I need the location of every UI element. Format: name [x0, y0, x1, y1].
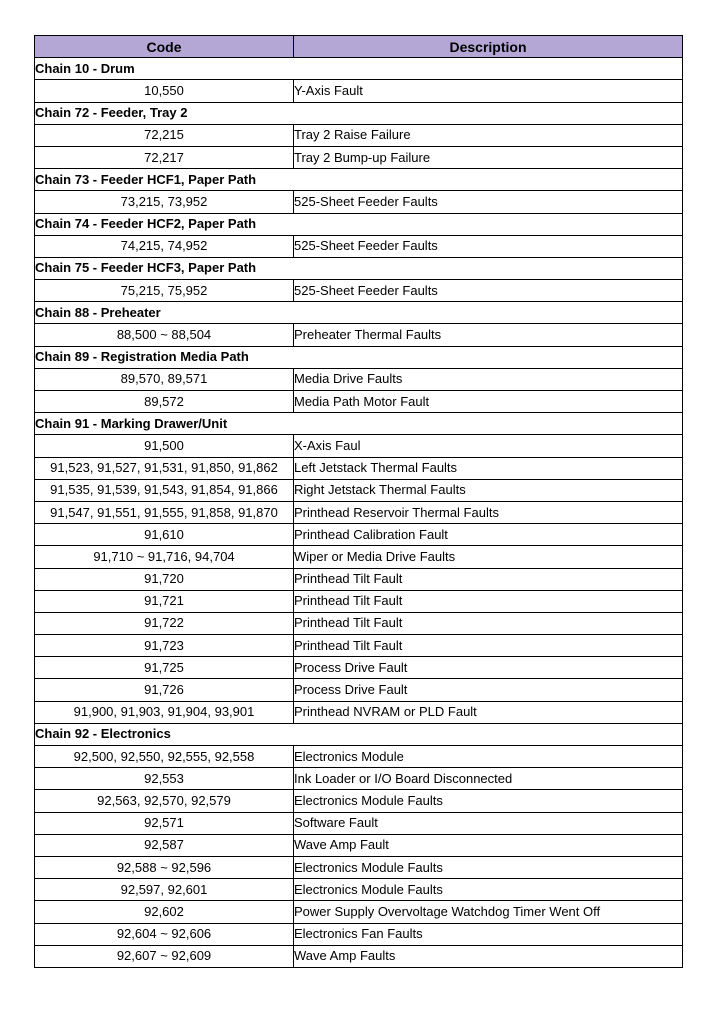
fault-description-cell: Printhead Tilt Fault	[294, 568, 683, 590]
table-row	[35, 457, 683, 479]
fault-code-cell: 89,572	[35, 391, 294, 413]
fault-description-cell: X-Axis Faul	[294, 435, 683, 457]
fault-code-cell: 91,535, 91,539, 91,543, 91,854, 91,866	[35, 479, 294, 501]
table-row	[35, 635, 683, 657]
table-row	[35, 901, 683, 923]
table-row	[35, 568, 683, 590]
fault-description-cell: Y-Axis Fault	[294, 80, 683, 102]
table-row	[35, 124, 683, 146]
fault-description-cell: 525-Sheet Feeder Faults	[294, 191, 683, 213]
chain-heading: Chain 74 - Feeder HCF2, Paper Path	[35, 213, 683, 235]
fault-description-cell: Preheater Thermal Faults	[294, 324, 683, 346]
table-row	[35, 612, 683, 634]
table-row	[35, 768, 683, 790]
fault-code-cell: 74,215, 74,952	[35, 235, 294, 257]
fault-description-cell: Media Path Motor Fault	[294, 391, 683, 413]
fault-code-cell: 88,500 ~ 88,504	[35, 324, 294, 346]
table-row	[35, 524, 683, 546]
table-row	[35, 146, 683, 168]
fault-description-cell: Wave Amp Fault	[294, 834, 683, 856]
table-row	[35, 790, 683, 812]
fault-code-table	[34, 35, 683, 968]
fault-description-cell: Process Drive Fault	[294, 679, 683, 701]
fault-description-cell: Tray 2 Raise Failure	[294, 124, 683, 146]
fault-code-cell: 73,215, 73,952	[35, 191, 294, 213]
table-row	[35, 746, 683, 768]
fault-description-cell: Ink Loader or I/O Board Disconnected	[294, 768, 683, 790]
fault-description-cell: Software Fault	[294, 812, 683, 834]
fault-code-cell: 91,523, 91,527, 91,531, 91,850, 91,862	[35, 457, 294, 479]
chain-section-row	[35, 58, 683, 80]
fault-description-cell: 525-Sheet Feeder Faults	[294, 280, 683, 302]
fault-description-cell: Printhead Tilt Fault	[294, 612, 683, 634]
table-header-row	[35, 36, 683, 58]
fault-description-cell: Printhead Tilt Fault	[294, 635, 683, 657]
fault-code-cell: 91,723	[35, 635, 294, 657]
table-row	[35, 324, 683, 346]
chain-section-row	[35, 257, 683, 279]
fault-code-cell: 91,722	[35, 612, 294, 634]
chain-section-row	[35, 102, 683, 124]
fault-description-cell: Electronics Fan Faults	[294, 923, 683, 945]
chain-section-row	[35, 169, 683, 191]
fault-code-cell: 91,547, 91,551, 91,555, 91,858, 91,870	[35, 501, 294, 523]
fault-description-cell: Printhead NVRAM or PLD Fault	[294, 701, 683, 723]
table-row	[35, 546, 683, 568]
table-row	[35, 479, 683, 501]
fault-description-cell: Electronics Module Faults	[294, 879, 683, 901]
table-row	[35, 368, 683, 390]
fault-code-cell: 92,571	[35, 812, 294, 834]
fault-description-cell: Printhead Tilt Fault	[294, 590, 683, 612]
chain-section-row	[35, 346, 683, 368]
table-row	[35, 435, 683, 457]
chain-heading: Chain 10 - Drum	[35, 58, 683, 80]
table-row	[35, 235, 683, 257]
chain-heading: Chain 88 - Preheater	[35, 302, 683, 324]
fault-description-cell: Wave Amp Faults	[294, 945, 683, 967]
chain-heading: Chain 92 - Electronics	[35, 723, 683, 745]
fault-code-cell: 92,587	[35, 834, 294, 856]
chain-heading: Chain 89 - Registration Media Path	[35, 346, 683, 368]
fault-code-cell: 91,500	[35, 435, 294, 457]
table-row	[35, 80, 683, 102]
fault-code-cell: 91,610	[35, 524, 294, 546]
fault-description-cell: Process Drive Fault	[294, 657, 683, 679]
table-row	[35, 879, 683, 901]
description-column-header: Description	[294, 36, 683, 58]
fault-description-cell: Electronics Module	[294, 746, 683, 768]
fault-code-cell: 91,726	[35, 679, 294, 701]
chain-heading: Chain 72 - Feeder, Tray 2	[35, 102, 683, 124]
chain-heading: Chain 91 - Marking Drawer/Unit	[35, 413, 683, 435]
table-row	[35, 657, 683, 679]
table-row	[35, 391, 683, 413]
fault-description-cell: Electronics Module Faults	[294, 856, 683, 878]
table-row	[35, 280, 683, 302]
fault-code-cell: 92,553	[35, 768, 294, 790]
fault-code-cell: 72,217	[35, 146, 294, 168]
fault-code-cell: 91,720	[35, 568, 294, 590]
fault-description-cell: Right Jetstack Thermal Faults	[294, 479, 683, 501]
fault-description-cell: Tray 2 Bump-up Failure	[294, 146, 683, 168]
code-column-header: Code	[35, 36, 294, 58]
table-row	[35, 945, 683, 967]
chain-heading: Chain 73 - Feeder HCF1, Paper Path	[35, 169, 683, 191]
fault-code-cell: 92,500, 92,550, 92,555, 92,558	[35, 746, 294, 768]
chain-section-row	[35, 302, 683, 324]
chain-section-row	[35, 723, 683, 745]
fault-code-cell: 92,604 ~ 92,606	[35, 923, 294, 945]
fault-code-cell: 92,607 ~ 92,609	[35, 945, 294, 967]
fault-code-cell: 91,710 ~ 91,716, 94,704	[35, 546, 294, 568]
table-row	[35, 501, 683, 523]
fault-code-cell: 92,597, 92,601	[35, 879, 294, 901]
fault-code-cell: 75,215, 75,952	[35, 280, 294, 302]
table-row	[35, 834, 683, 856]
fault-code-cell: 72,215	[35, 124, 294, 146]
fault-description-cell: Printhead Reservoir Thermal Faults	[294, 501, 683, 523]
fault-code-cell: 10,550	[35, 80, 294, 102]
fault-code-cell: 92,563, 92,570, 92,579	[35, 790, 294, 812]
table-body	[35, 58, 683, 968]
table-row	[35, 856, 683, 878]
fault-code-cell: 91,725	[35, 657, 294, 679]
table-row	[35, 590, 683, 612]
chain-heading: Chain 75 - Feeder HCF3, Paper Path	[35, 257, 683, 279]
fault-code-cell: 91,900, 91,903, 91,904, 93,901	[35, 701, 294, 723]
fault-code-cell: 92,588 ~ 92,596	[35, 856, 294, 878]
fault-description-cell: Media Drive Faults	[294, 368, 683, 390]
fault-description-cell: Printhead Calibration Fault	[294, 524, 683, 546]
table-row	[35, 679, 683, 701]
fault-code-cell: 91,721	[35, 590, 294, 612]
fault-code-cell: 92,602	[35, 901, 294, 923]
table-row	[35, 191, 683, 213]
fault-description-cell: Left Jetstack Thermal Faults	[294, 457, 683, 479]
table-row	[35, 701, 683, 723]
fault-description-cell: Power Supply Overvoltage Watchdog Timer Went Off	[294, 901, 683, 923]
table-row	[35, 923, 683, 945]
fault-description-cell: Electronics Module Faults	[294, 790, 683, 812]
fault-description-cell: Wiper or Media Drive Faults	[294, 546, 683, 568]
fault-code-cell: 89,570, 89,571	[35, 368, 294, 390]
table-row	[35, 812, 683, 834]
chain-section-row	[35, 413, 683, 435]
chain-section-row	[35, 213, 683, 235]
fault-description-cell: 525-Sheet Feeder Faults	[294, 235, 683, 257]
